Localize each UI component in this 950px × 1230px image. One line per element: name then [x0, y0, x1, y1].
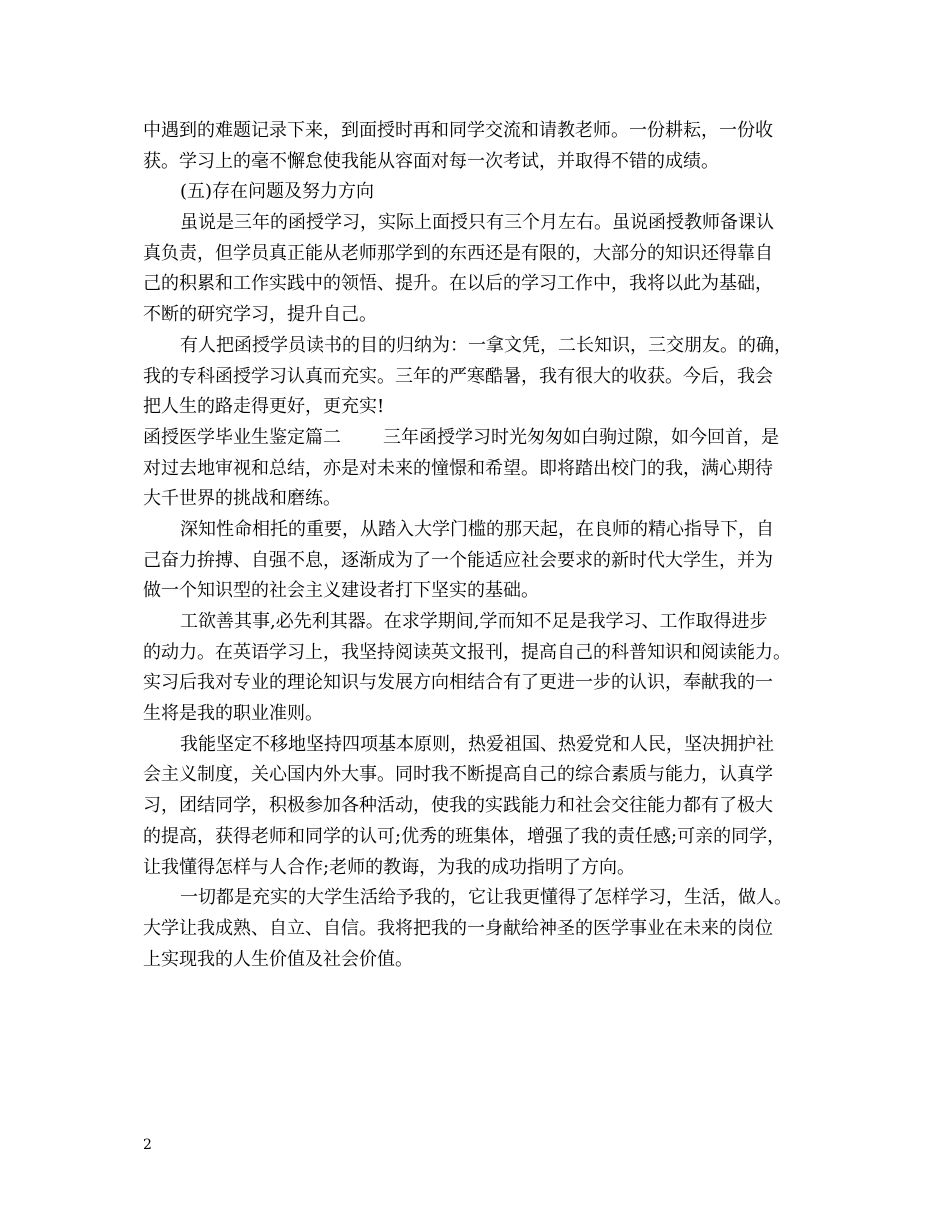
text-line: 习，团结同学，积极参加各种活动，使我的实践能力和社会交往能力都有了极大 — [143, 795, 773, 817]
page-number: 2 — [143, 1137, 152, 1153]
text-line: 的动力。在英语学习上，我坚持阅读英文报刊，提高自己的科普知识和阅读能力。 — [143, 641, 791, 663]
text-line: 我能坚定不移地坚持四项基本原则，热爱祖国、热爱党和人民，坚决拥护社 — [180, 733, 774, 755]
text-line: 生将是我的职业准则。 — [143, 703, 323, 725]
text-line: 会主义制度，关心国内外大事。同时我不断提高自己的综合素质与能力，认真学 — [143, 764, 773, 786]
text-line: 实习后我对专业的理论知识与发展方向相结合有了更进一步的认识，奉献我的一 — [143, 672, 773, 694]
section-heading: 函授医学毕业生鉴定篇二 — [143, 426, 341, 448]
text-line: 对过去地审视和总结，亦是对未来的憧憬和希望。即将踏出校门的我，满心期待 — [143, 457, 773, 479]
text-line: 己奋力拚搏、自强不息，逐渐成为了一个能适应社会要求的新时代大学生，并为 — [143, 549, 773, 571]
section-heading-line — [143, 423, 811, 454]
text-line: 做一个知识型的社会主义建设者打下坚实的基础。 — [143, 580, 539, 602]
section-heading-rest: 三年函授学习时光匆匆如白驹过隙，如今回首，是 — [383, 426, 779, 448]
text-line: 的提高，获得老师和同学的认可;优秀的班集体，增强了我的责任感;可亲的同学， — [143, 825, 786, 847]
body-text — [143, 116, 811, 975]
text-line: 不断的研究学习，提升自己。 — [143, 304, 377, 326]
text-line: 深知性命相托的重要，从踏入大学门槛的那天起，在良师的精心指导下，自 — [180, 518, 774, 540]
text-line: 虽说是三年的函授学习，实际上面授只有三个月左右。虽说函授教师备课认 — [180, 212, 774, 234]
text-line: 我的专科函授学习认真而充实。三年的严寒酷暑，我有很大的收获。今后，我会 — [143, 365, 773, 387]
text-line: 工欲善其事,必先利其器。在求学期间,学而知不足是我学习、工作取得进步 — [180, 611, 768, 632]
text-line: 上实现我的人生价值及社会价值。 — [143, 948, 413, 970]
text-line: 把人生的路走得更好，更充实! — [143, 396, 385, 418]
text-line: 让我懂得怎样与人合作;老师的教诲，为我的成功指明了方向。 — [143, 856, 636, 878]
text-line: 大千世界的挑战和磨练。 — [143, 488, 341, 510]
text-line: 中遇到的难题记录下来，到面授时再和同学交流和请教老师。一份耕耘，一份收 — [143, 120, 773, 141]
text-line: 己的积累和工作实践中的领悟、提升。在以后的学习工作中，我将以此为基础， — [143, 273, 773, 295]
text-line: 一切都是充实的大学生活给予我的，它让我更懂得了怎样学习，生活，做人。 — [180, 887, 792, 909]
text-line: 有人把函授学员读书的目的归纳为：一拿文凭，二长知识，三交朋友。的确， — [180, 334, 792, 356]
text-line: 真负责，但学员真正能从老师那学到的东西还是有限的，大部分的知识还得靠自 — [143, 242, 773, 264]
section-subheading: (五)存在问题及努力方向 — [180, 181, 375, 203]
text-line: 获。学习上的毫不懈怠使我能从容面对每一次考试，并取得不错的成绩。 — [143, 150, 719, 172]
text-line: 大学让我成熟、自立、自信。我将把我的一身献给神圣的医学事业在未来的岗位 — [143, 917, 773, 939]
